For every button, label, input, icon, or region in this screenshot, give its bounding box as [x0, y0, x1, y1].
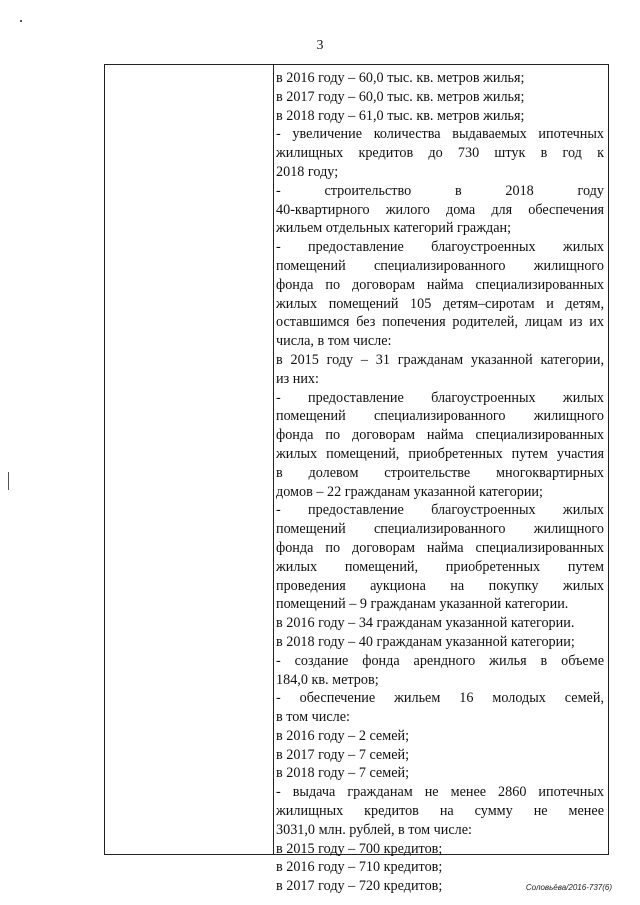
text-line: в 2017 году – 60,0 тыс. кв. метров жилья; — [276, 88, 525, 105]
text-line: в 2016 году – 2 семей; — [276, 727, 410, 744]
text-line: жилищных кредитов на сумму не менее — [276, 803, 604, 820]
text-line: - предоставление благоустроенных жилых — [276, 502, 604, 519]
text-line: жилых помещений 105 детям–сиротам и детям, — [276, 295, 604, 312]
text-line: фонда по договорам найма специализированных — [276, 427, 604, 444]
text-line: жилых помещений, приобретенных путем — [276, 558, 604, 575]
text-line: в 2018 году – 7 семей; — [276, 765, 410, 782]
text-line: в 2018 году – 61,0 тыс. кв. метров жилья; — [276, 107, 525, 124]
text-line: в 2015 году – 700 кредитов; — [276, 840, 443, 857]
text-line: жилых помещений, приобретенных путем участия — [276, 445, 604, 462]
text-line: - выдача гражданам не менее 2860 ипотечных — [276, 784, 604, 801]
text-line: - увеличение количества выдаваемых ипотечных — [276, 126, 604, 143]
text-line: фонда по договорам найма специализированных — [276, 539, 604, 556]
scan-speck — [20, 20, 22, 22]
text-line: жильем отдельных категорий граждан; — [276, 220, 512, 237]
text-line: - строительство в 2018 году — [276, 182, 604, 199]
text-line: жилищных кредитов до 730 штук в год к — [276, 145, 604, 162]
text-line: помещений специализированного жилищного — [276, 257, 604, 274]
text-line: в 2016 году – 60,0 тыс. кв. метров жилья; — [276, 70, 525, 86]
text-line: в 2016 году – 34 гражданам указанной категории. — [276, 615, 575, 632]
text-line: помещений специализированного жилищного — [276, 521, 604, 538]
text-line: из них: — [276, 370, 319, 387]
text-line: в 2018 году – 40 гражданам указанной категории; — [276, 633, 575, 650]
text-line: в 2016 году – 710 кредитов; — [276, 859, 443, 876]
text-line: - обеспечение жильем 16 молодых семей, — [276, 690, 604, 707]
text-line: в том числе: — [276, 709, 350, 726]
text-line: в 2017 году – 720 кредитов; — [276, 878, 443, 895]
text-line: проведения аукциона на покупку жилых — [276, 577, 604, 594]
text-line: 40-квартирного жилого дома для обеспечения — [276, 201, 604, 218]
left-column-cell — [105, 65, 274, 854]
text-line: в 2015 году – 31 гражданам указанной категории, — [276, 351, 604, 368]
scan-speck — [8, 472, 9, 490]
footer-document-code: Соловьёва/2016-737(6) — [525, 883, 612, 892]
text-line: 2018 году; — [276, 163, 339, 180]
text-line: 3031,0 млн. рублей, в том числе: — [276, 821, 472, 838]
text-line: фонда по договорам найма специализированных — [276, 276, 604, 293]
text-line: - предоставление благоустроенных жилых — [276, 239, 604, 256]
page-number: 3 — [316, 38, 324, 53]
text-line: - создание фонда арендного жилья в объеме — [276, 652, 604, 669]
text-line: помещений специализированного жилищного — [276, 408, 604, 425]
text-line: 184,0 кв. метров; — [276, 671, 379, 688]
text-line: домов – 22 гражданам указанной категории; — [276, 483, 543, 500]
text-line: числа, в том числе: — [276, 333, 392, 350]
text-line: помещений – 9 гражданам указанной категории. — [276, 596, 569, 613]
text-line: в долевом строительстве многоквартирных — [276, 464, 604, 481]
text-line: - предоставление благоустроенных жилых — [276, 389, 604, 406]
text-line: в 2017 году – 7 семей; — [276, 746, 410, 763]
text-line: оставшимся без попечения родителей, лицам из их — [276, 314, 604, 331]
